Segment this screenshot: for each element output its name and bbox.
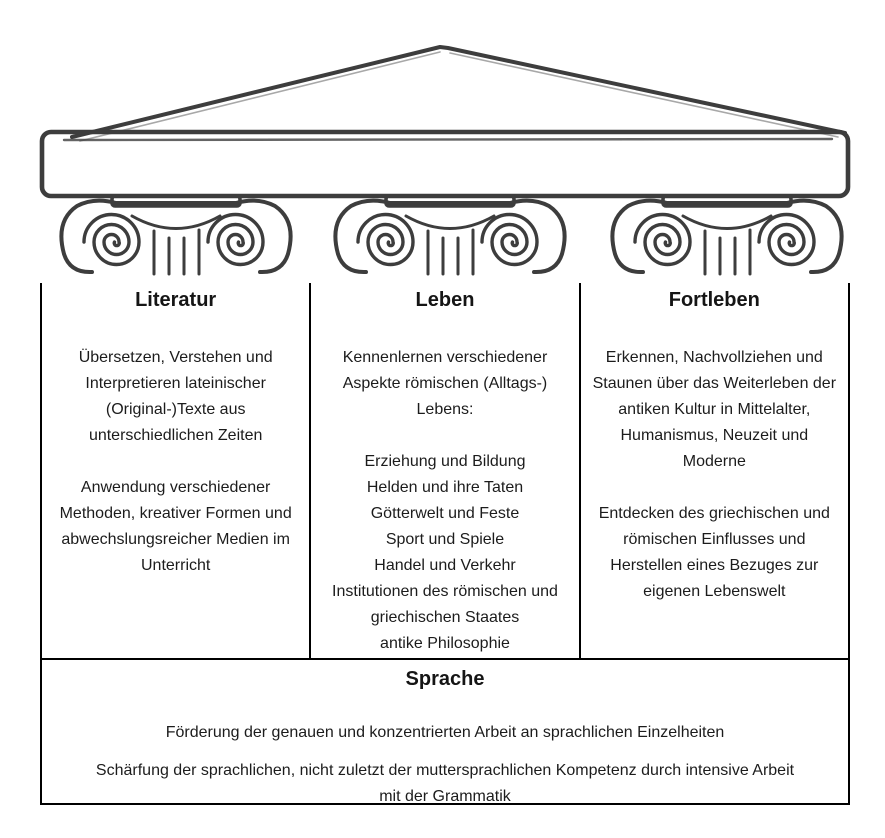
- column-paragraph: Kennenlernen verschiedener Aspekte römischen (Alltags-) Lebens:: [342, 349, 548, 418]
- column-leben: [311, 283, 580, 658]
- temple-illustration: [0, 0, 885, 283]
- list-item: antike Philosophie: [380, 635, 510, 652]
- pillars-table: [40, 283, 850, 805]
- entablature: [42, 132, 848, 196]
- sprache-section: [40, 658, 850, 805]
- list-item: Handel und Verkehr: [374, 557, 516, 574]
- list-item: Sport und Spiele: [385, 531, 505, 548]
- column-paragraph: Entdecken des griechischen und römischen Einflusses und Herstellen eines Bezuges zur eigenen Lebenswelt: [598, 505, 830, 600]
- list-item: Helden und ihre Taten: [366, 479, 524, 496]
- ionic-capital: [61, 196, 290, 274]
- column-paragraph: Anwendung verschiedener Methoden, kreativer Formen und abwechslungsreicher Medien im Unterricht: [59, 479, 292, 574]
- list-item: Institutionen des römischen und griechischen Staates: [332, 583, 558, 626]
- column-literatur: [42, 283, 311, 658]
- list-item: Erziehung und Bildung: [364, 453, 526, 470]
- sprache-paragraph: Schärfung der sprachlichen, nicht zuletzt der muttersprachlichen Kompetenz durch intensive Arbeit mit der Grammatik: [95, 762, 795, 805]
- ionic-capital: [612, 196, 841, 274]
- pediment: [72, 47, 845, 141]
- columns-row: [40, 283, 850, 658]
- sprache-paragraph: Förderung der genauen und konzentrierten Arbeit an sprachlichen Einzelheiten: [165, 724, 725, 741]
- column-title: Literatur: [135, 289, 217, 311]
- ionic-capital: [335, 196, 564, 274]
- column-title: Leben: [415, 289, 475, 311]
- column-fortleben: [581, 283, 848, 658]
- list-item: Götterwelt und Feste: [370, 505, 520, 522]
- topics-list: [321, 449, 568, 657]
- column-title: Fortleben: [668, 289, 760, 311]
- column-paragraph: Erkennen, Nachvollziehen und Staunen über das Weiterleben der antiken Kultur in Mittelalter, Humanismus, Neuzeit und Moderne: [592, 349, 837, 470]
- sprache-title: Sprache: [405, 668, 485, 690]
- column-paragraph: Übersetzen, Verstehen und Interpretieren lateinischer (Original-)Texte aus unterschiedlichen Zeiten: [78, 349, 273, 444]
